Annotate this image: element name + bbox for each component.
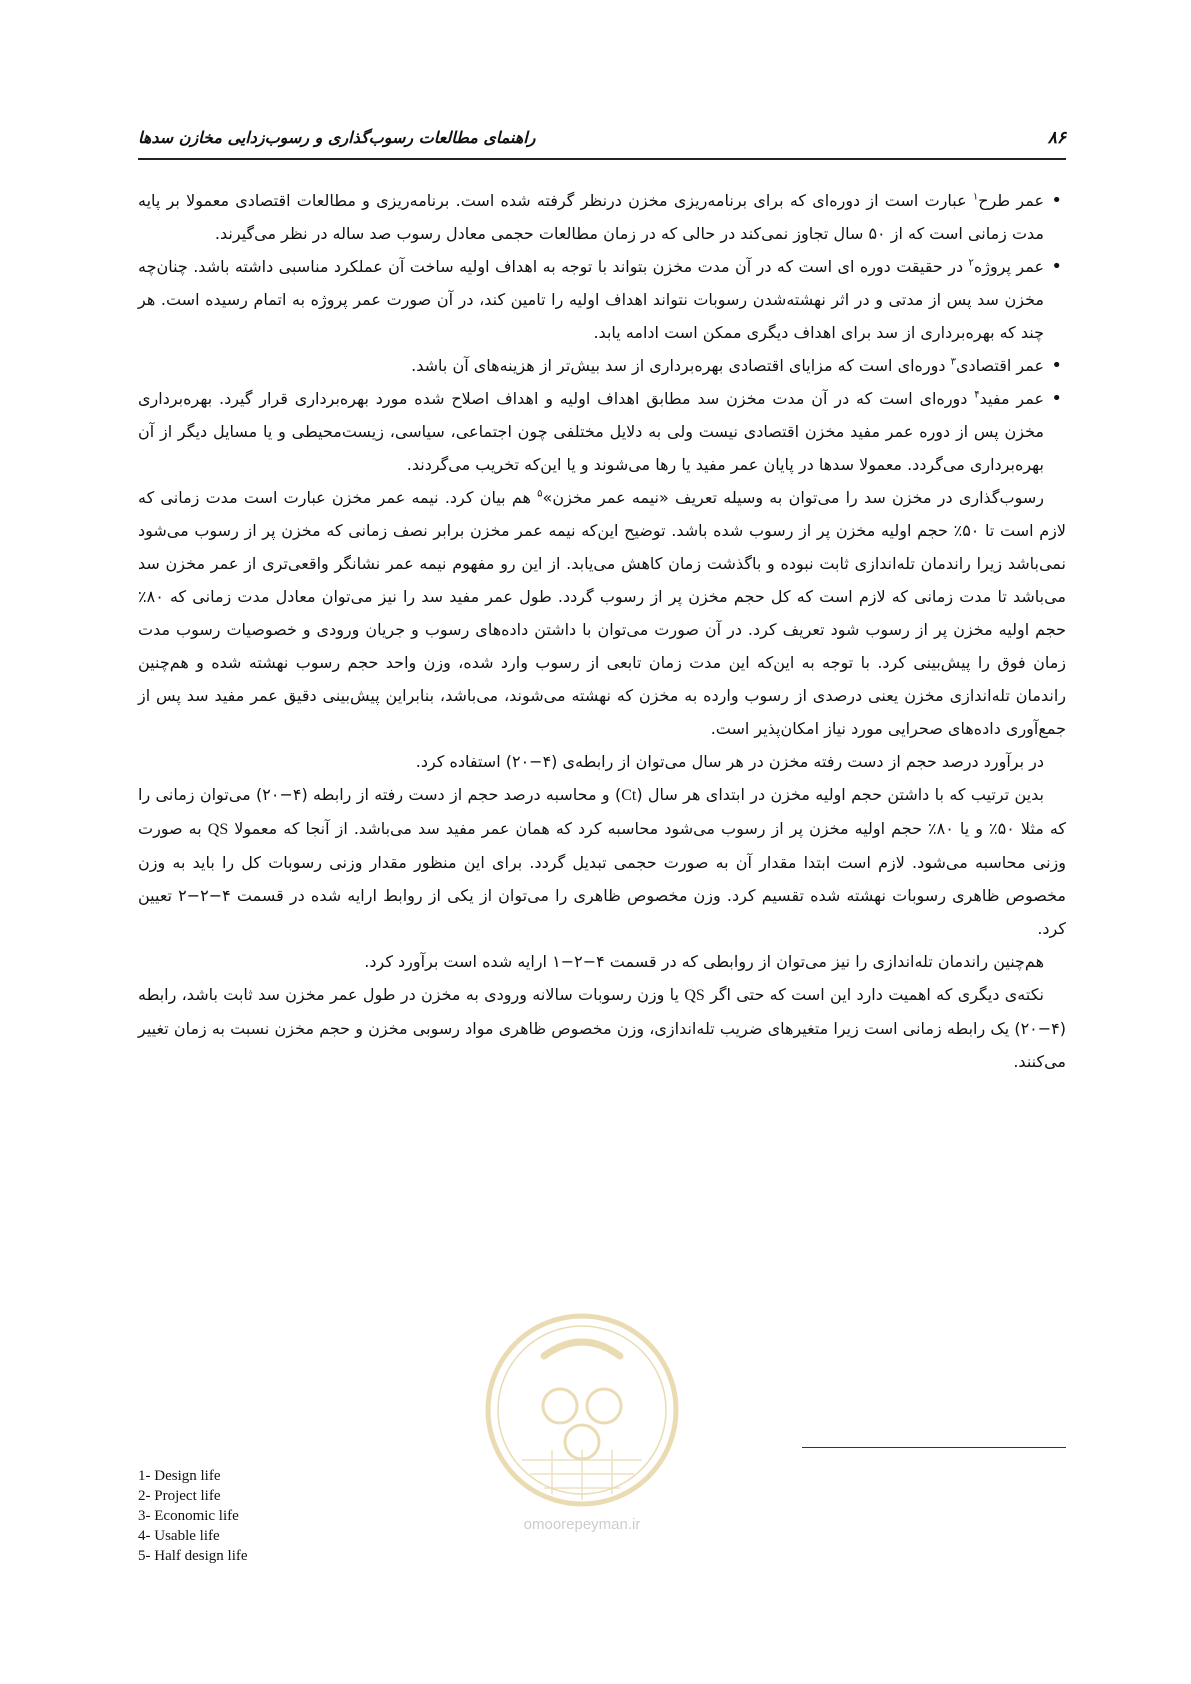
list-item — [138, 349, 1066, 382]
footnote: 2- Project life — [138, 1488, 221, 1504]
text-run: هم بیان کرد. نیمه عمر مخزن عبارت است مدت زمانی که لازم است تا ۵۰٪ حجم اولیه مخزن پر از رسوب شده باشد. توضیح این‌که نیمه عمر مخزن برابر نصف زمانی که مخزن پر از رسوب می‌شود نمی‌باشد زیرا راندمان تله‌اندازی ثابت نبوده و باگذشت زمان کاهش می‌یابد. از این رو مفهوم نیمه عمر نشانگر واقعی‌تری از عمر مخزن سد می‌باشد تا مدت زمانی که لازم است که کل حجم مخزن پر از رسوب گردد. طول عمر مفید سد را نیز می‌توان معادل مدت زمانی که ۸۰٪ حجم اولیه مخزن پر از رسوب شود تعریف کرد. در آن صورت می‌توان با داشتن داده‌های رسوب و جریان ورودی و خصوصیات رسوب مدت زمان فوق را پیش‌بینی کرد. با توجه به این‌که این مدت زمان تابعی از رسوب وارد شده، وزن واحد حجم رسوب نهشته شده و هم‌چنین راندمان تله‌اندازی مخزن یعنی درصدی از رسوب وارده به مخزن که نهشته می‌شوند، می‌باشد، بنابراین پیش‌بینی دقیق عمر مفید سد پس از جمع‌آوری داده‌های صحرایی مورد نیاز امکان‌پذیر است. — [138, 488, 1067, 738]
footnote: 5- Half design life — [138, 1548, 248, 1564]
running-title: راهنمای مطالعات رسوب‌گذاری و رسوب‌زدایی مخازن سدها — [138, 128, 536, 147]
footnote-ref: ۵ — [537, 488, 543, 500]
footnote: 3- Economic life — [138, 1508, 239, 1524]
footnote-ref: ۲ — [968, 257, 974, 269]
definition: در حقیقت دوره ای است که در آن مدت مخزن بتواند با توجه به اهداف اولیه ساخت آن عملکرد مناسبی داشته باشد. چنان‌چه مخزن سد پس از مدتی و در اثر نهشته‌شدن رسوبات نتواند اهداف اولیه را تامین کند، در آن صورت عمر پروژه به اتمام رسیده است. هر چند که بهره‌برداری از سد برای اهداف دیگری ممکن است ادامه یابد. — [138, 257, 1044, 342]
text-run: نکته‌ی دیگری که اهمیت دارد این است که حتی اگر — [704, 985, 1044, 1004]
footnote: 4- Usable life — [138, 1528, 220, 1544]
text-run: یا وزن رسوبات سالانه ورودی به مخزن در طول عمر مخزن سد ثابت باشد، رابطه (۴−۲۰) یک رابطه زمانی است زیرا متغیرهای ضریب تله‌اندازی، وزن مخصوص ظاهری مواد رسوبی مخزن و حجم مخزن نسبت به زمان تغییر می‌کنند. — [138, 985, 1066, 1071]
page-number: ۸۶ — [1047, 128, 1066, 148]
footnote-divider — [802, 1447, 1066, 1448]
paragraph — [138, 481, 1066, 745]
page-header — [138, 122, 1066, 160]
footnote-ref: ۴ — [974, 389, 980, 401]
list-item — [138, 250, 1066, 349]
footnote: 1- Design life — [138, 1468, 221, 1484]
footnote-ref: ۳ — [950, 356, 956, 368]
paragraph — [138, 778, 1066, 945]
definition: دوره‌ای است که مزایای اقتصادی بهره‌برداری از سد بیش‌تر از هزینه‌های آن باشد. — [411, 356, 951, 375]
symbol-qs: QS — [684, 987, 705, 1004]
footnotes — [138, 1466, 538, 1566]
main-text — [138, 184, 1066, 1078]
list-item — [138, 184, 1066, 250]
text-run: رسوب‌گذاری در مخزن سد را می‌توان به وسیله تعریف «نیمه عمر مخزن» — [542, 488, 1044, 507]
footnote-ref: ۱ — [972, 191, 979, 203]
term: عمر اقتصادی — [955, 356, 1044, 375]
symbol-qs: QS — [207, 821, 229, 838]
symbol-ct: Ct — [621, 787, 637, 804]
definition: عبارت است از دوره‌ای که برای برنامه‌ریزی مخزن درنظر گرفته شده است. برنامه‌ریزی و مطالعات اقتصادی معمولا بر پایه مدت زمانی است که از ۵۰ سال تجاوز نمی‌کند در حالی که در زمان مطالعات حجمی معادل رسوب صد ساله در نظر می‌گیرند. — [138, 191, 1044, 243]
paragraph: در برآورد درصد حجم از دست رفته مخزن در هر سال می‌توان از رابطه‌ی (۴−۲۰) استفاده کرد. — [415, 752, 1044, 771]
text-run: به صورت وزنی محاسبه می‌شود. لازم است ابتدا مقدار آن به صورت حجمی تبدیل گردد. برای این منظور مقدار وزنی رسوبات کل را باید به وزن مخصوص ظاهری رسوبات نهشته شده تقسیم کرد. وزن مخصوص ظاهری را می‌توان از یکی از روابط ارایه شده در قسمت ۴−۲−۲ تعیین کرد. — [138, 819, 1066, 938]
term: عمر مفید — [979, 389, 1044, 408]
definition: دوره‌ای است که در آن مدت مخزن سد مطابق اهداف اولیه و اهداف اصلاح شده مورد بهره‌برداری قرار گیرد. بهره‌برداری مخزن پس از دوره عمر مفید مخزن اقتصادی نیست ولی به دلایل مختلفی چون اجتماعی، سیاسی، زیست‌محیطی و یا مسایل دیگر از آن بهره‌برداری می‌گردد. معمولا سدها در پایان عمر مفید یا رها می‌شوند و یا این‌که تخریب می‌گردند. — [138, 389, 1044, 474]
paragraph: هم‌چنین راندمان تله‌اندازی را نیز می‌توان از روابطی که در قسمت ۴−۲−۱ ارایه شده است برآورد کرد. — [364, 952, 1044, 971]
definition-list — [138, 184, 1066, 481]
watermark-url: omoorepeyman.ir — [523, 1516, 641, 1533]
term: عمر طرح — [978, 191, 1044, 210]
paragraph — [138, 978, 1066, 1078]
term: عمر پروژه — [973, 257, 1045, 276]
text-run: ) و محاسبه درصد حجم از دست رفته از رابطه (۴−۲۰) می‌توان زمانی را که مثلا ۵۰٪ و یا ۸۰٪ حجم اولیه مخزن پر از رسوب می‌شود محاسبه کرد که همان عمر مفید سد می‌باشد. از آنجا که معمولا — [138, 785, 1067, 838]
text-run: بدین ترتیب که با داشتن حجم اولیه مخزن در ابتدای هر سال ( — [636, 785, 1045, 804]
list-item — [138, 382, 1066, 481]
